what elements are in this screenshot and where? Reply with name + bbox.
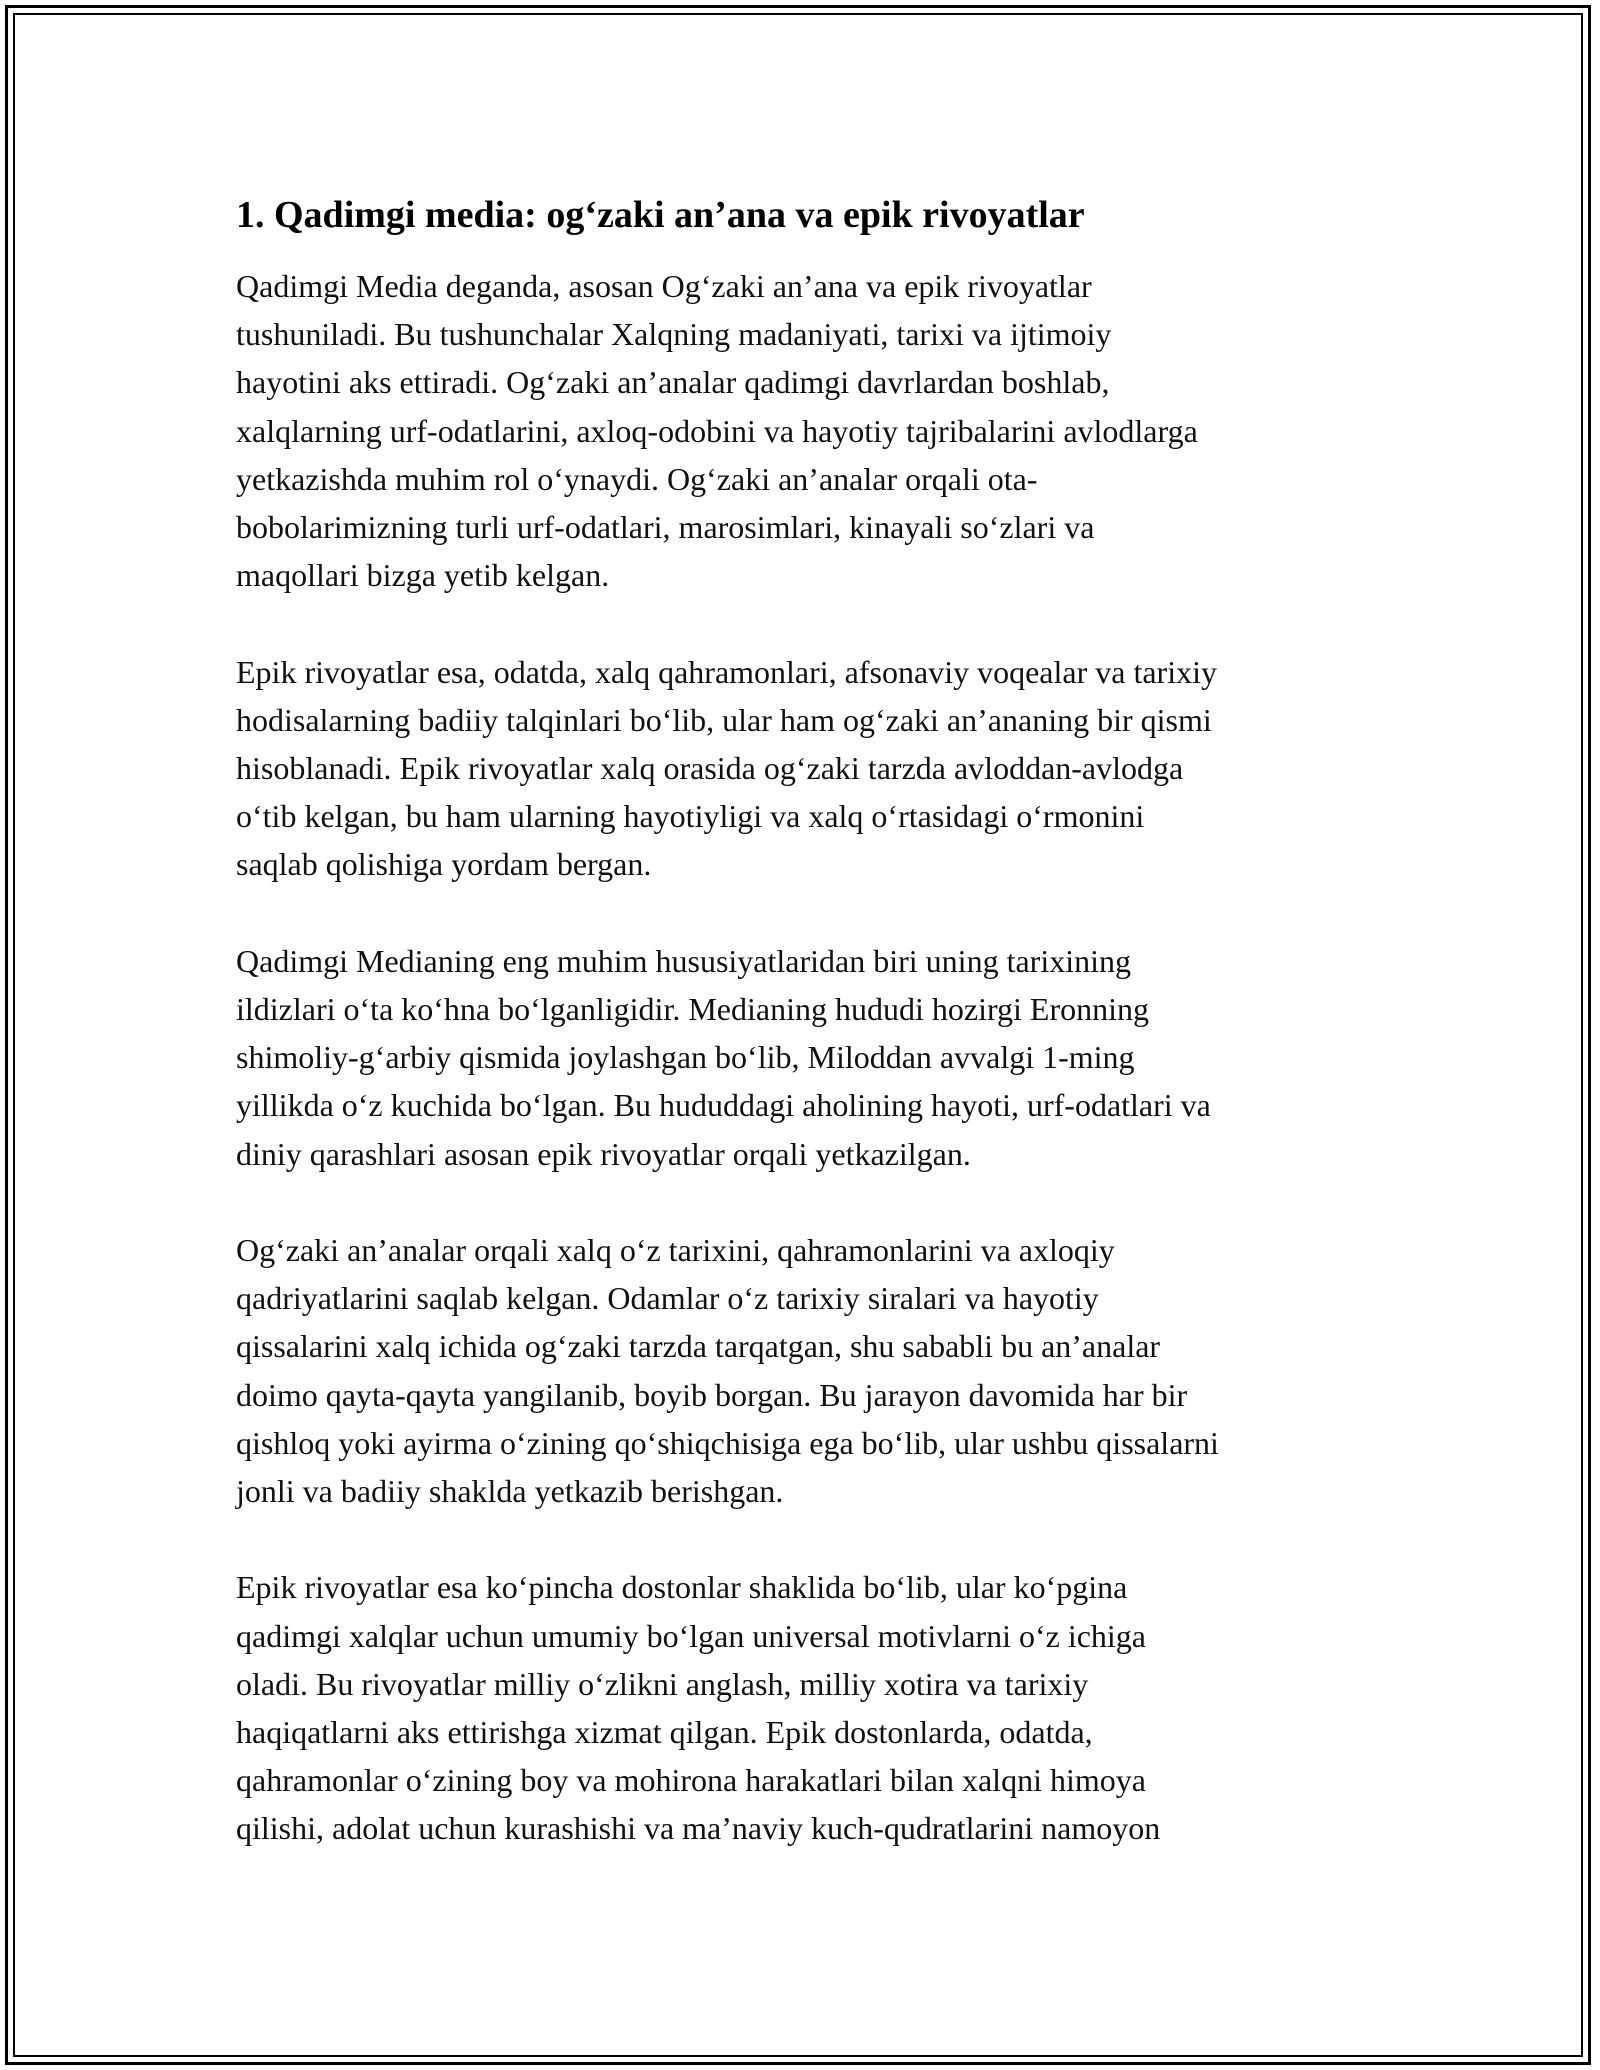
paragraph-4: Og‘zaki an’analar orqali xalq o‘z tarixini, qahramonlarini va axloqiy qadriyatlarini saqlab kelgan. Odamlar o‘z tarixiy siralari va hayotiy qissalarini xalq ichida og‘zaki tarzda tarqatgan, shu sababli bu an’analar doimo qayta-qayta yangilanib, boyib borgan. Bu jarayon davomida har bir qishloq yoki ayirma o‘zining qo‘shiqchisiga ega bo‘lib, ular ushbu qissalarni jonli va badiiy shaklda yetkazib berishgan. <box>236 1232 1219 1510</box>
section-heading: 1. Qadimgi media: og‘zaki an’ana va epik rivoyatlar <box>236 194 1085 236</box>
paragraph-3: Qadimgi Medianing eng muhim hususiyatlaridan biri uning tarixining ildizlari o‘ta ko‘hna bo‘lganligidir. Medianing hududi hozirgi Eronning shimoliy-g‘arbiy qismida joylashgan bo‘lib, Miloddan avvalgi 1-ming yillikda o‘z kuchida bo‘lgan. Bu hududdagi aholining hayoti, urf-odatlari va diniy qarashlari asosan epik rivoyatlar orqali yetkazilgan. <box>236 942 1211 1172</box>
document-body <box>236 190 1386 1853</box>
paragraph-5: Epik rivoyatlar esa ko‘pincha dostonlar shaklida bo‘lib, ular ko‘pgina qadimgi xalqlar uchun umumiy bo‘lgan universal motivlarni o‘z ichiga oladi. Bu rivoyatlar milliy o‘zlikni anglash, milliy xotira va tarixiy haqiqatlarni aks ettirishga xizmat qilgan. Epik dostonlarda, odatda, qahramonlar o‘zining boy va mohirona harakatlari bilan xalqni himoya qilishi, adolat uchun kurashishi va ma’naviy kuch-qudratlarini namoyon <box>236 1569 1161 1847</box>
paragraph-2: Epik rivoyatlar esa, odatda, xalq qahramonlari, afsonaviy voqealar va tarixiy hodisalarning badiiy talqinlari bo‘lib, ular ham og‘zaki an’ananing bir qismi hisoblanadi. Epik rivoyatlar xalq orasida og‘zaki tarzda avloddan-avlodga o‘tib kelgan, bu ham ularning hayotiyligi va xalq o‘rtasidagi o‘rmonini saqlab qolishiga yordam bergan. <box>236 653 1217 883</box>
paragraph-1: Qadimgi Media deganda, asosan Og‘zaki an’ana va epik rivoyatlar tushuniladi. Bu tushunchalar Xalqning madaniyati, tarixi va ijtimoiy hayotini aks ettiradi. Og‘zaki an’analar qadimgi davrlardan boshlab, xalqlarning urf-odatlarini, axloq-odobini va hayotiy tajribalarini avlodlarga yetkazishda muhim rol o‘ynaydi. Og‘zaki an’analar orqali ota- bobolarimizning turli urf-odatlari, marosimlari, kinayali so‘zlari va maqollari bizga yetib kelgan. <box>236 268 1198 594</box>
